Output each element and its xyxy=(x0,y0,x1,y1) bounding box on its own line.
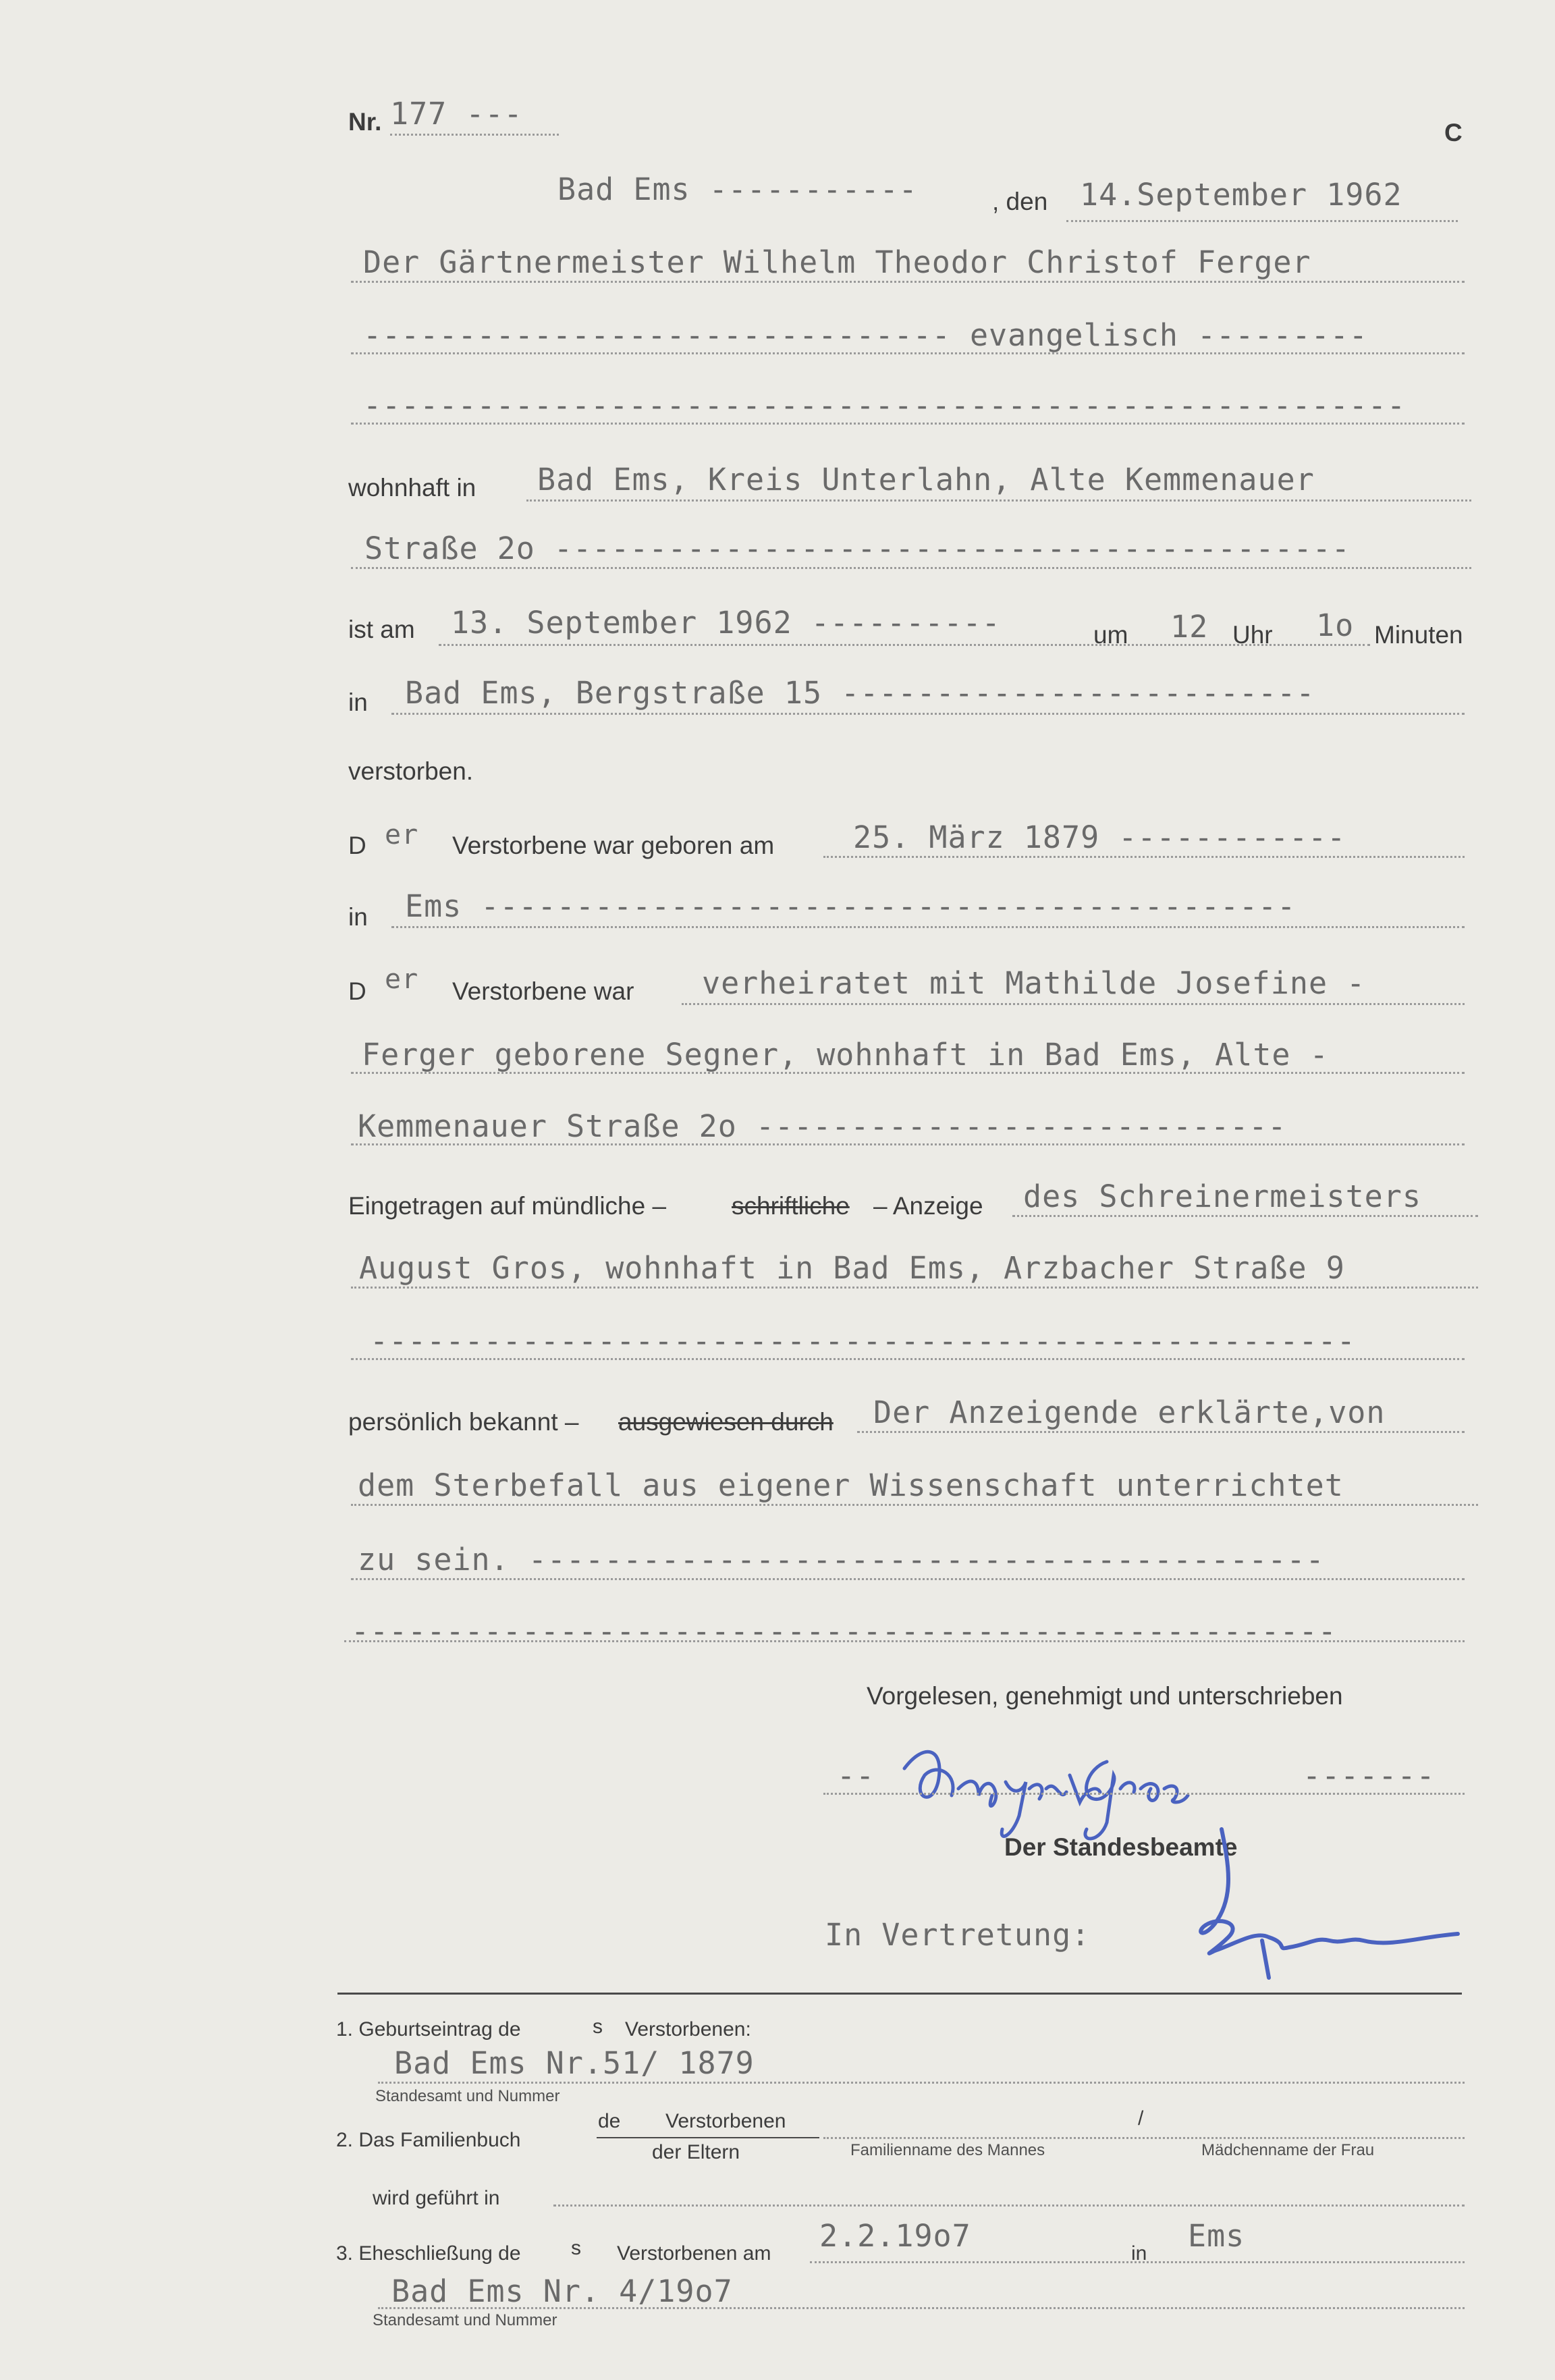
birth-label: Verstorbene war geboren am xyxy=(452,832,775,859)
record-number: 177 --- xyxy=(390,96,523,132)
footer-birth-registration: Bad Ems Nr.51/ 1879 xyxy=(394,2045,755,2081)
footer-marriage-date: 2.2.19o7 xyxy=(819,2218,971,2254)
identity-struck-option: ausgewiesen durch xyxy=(618,1408,834,1436)
dotted-line xyxy=(351,352,1465,354)
marriage-line-3: Kemmenauer Straße 2o ---------------------------- xyxy=(358,1108,1287,1144)
footer-item2-eltern: der Eltern xyxy=(652,2141,740,2163)
dotted-line xyxy=(823,1793,1465,1795)
dotted-line xyxy=(390,134,559,136)
marriage-gender-suffix: er xyxy=(385,964,419,995)
marriage-line-2: Ferger geborene Segner, wohnhaft in Bad Ems, Alte - xyxy=(362,1037,1329,1073)
dotted-line xyxy=(439,644,1370,646)
dotted-line xyxy=(351,1504,1478,1506)
dotted-line xyxy=(1012,1215,1478,1217)
dotted-line xyxy=(351,1072,1465,1074)
footer-item2-slash: / xyxy=(1138,2107,1144,2130)
minuten-label: Minuten xyxy=(1374,621,1463,649)
footer-item2-caption-husband: Familienname des Mannes xyxy=(850,2141,1045,2159)
corner-letter: C xyxy=(1444,119,1463,146)
dotted-line xyxy=(1066,220,1458,222)
footer-rule xyxy=(337,1993,1462,1995)
footer-item3-s: s xyxy=(571,2237,581,2259)
dotted-line xyxy=(823,856,1465,858)
wohnhaft-label: wohnhaft in xyxy=(348,474,476,502)
footer-item3-caption: Standesamt und Nummer xyxy=(373,2311,557,2329)
den-label: , den xyxy=(992,188,1048,215)
registration-label-prefix: Eingetragen auf mündliche – xyxy=(348,1192,667,1220)
marriage-d-label: D xyxy=(348,977,366,1005)
identity-line-3: zu sein. ------------------------------------------ xyxy=(358,1542,1325,1577)
address-line-1: Bad Ems, Kreis Unterlahn, Alte Kemmenauer xyxy=(537,462,1315,497)
death-date: 13. September 1962 ---------- xyxy=(451,605,1001,641)
registrar-signature xyxy=(1174,1822,1485,1984)
dotted-line xyxy=(682,1003,1465,1005)
birth-in-label: in xyxy=(348,903,368,931)
dotted-line xyxy=(351,567,1471,569)
registry-date: 14.September 1962 xyxy=(1080,177,1402,213)
footer-item2-divider xyxy=(597,2137,819,2138)
identity-line-4: ---------------------------------------------------- xyxy=(351,1613,1337,1649)
footer-item2-de: de xyxy=(598,2110,621,2132)
dotted-line xyxy=(391,713,1465,715)
dotted-line xyxy=(344,1640,1465,1642)
dotted-line xyxy=(351,1287,1478,1289)
registration-struck-option: schriftliche xyxy=(732,1192,850,1220)
identity-line-1: Der Anzeigende erklärte,von xyxy=(873,1395,1386,1430)
death-minute: 1o xyxy=(1316,607,1355,643)
dotted-line xyxy=(391,926,1465,928)
footer-item2-label: 2. Das Familienbuch xyxy=(336,2129,521,2151)
registration-line-3: ---------------------------------------------------- xyxy=(370,1323,1356,1359)
death-hour: 12 xyxy=(1170,609,1209,645)
registration-line-2: August Gros, wohnhaft in Bad Ems, Arzbacher Straße 9 xyxy=(359,1250,1345,1286)
registrar-label: Der Standesbeamte xyxy=(1004,1833,1238,1861)
footer-item3-label: 3. Eheschließung de xyxy=(336,2242,521,2265)
nr-label: Nr. xyxy=(348,108,382,136)
dotted-line xyxy=(378,2307,1465,2309)
footer-marriage-registration: Bad Ems Nr. 4/19o7 xyxy=(391,2273,733,2309)
verstorben-label: verstorben. xyxy=(348,757,474,785)
footer-item3-mid: Verstorbenen am xyxy=(617,2242,771,2265)
footer-item2-verstorbenen: Verstorbenen xyxy=(665,2110,786,2132)
birth-gender-suffix: er xyxy=(385,819,419,850)
footer-item2-caption-wife: Mädchenname der Frau xyxy=(1201,2141,1375,2159)
dotted-line xyxy=(823,2137,1465,2139)
identity-label-prefix: persönlich bekannt – xyxy=(348,1408,579,1436)
birth-date: 25. März 1879 ------------ xyxy=(853,819,1346,855)
dotted-line xyxy=(810,2261,1465,2263)
marriage-label: Verstorbene war xyxy=(452,977,634,1005)
dotted-line xyxy=(378,2082,1465,2084)
dotted-line xyxy=(553,2205,1465,2207)
read-approved-label: Vorgelesen, genehmigt und unterschrieben xyxy=(867,1682,1343,1710)
dotted-line xyxy=(526,499,1471,502)
signature-dash-right: ------- xyxy=(1303,1758,1436,1793)
footer-item1-s: s xyxy=(593,2016,603,2038)
dotted-line xyxy=(351,1143,1465,1145)
ist-am-label: ist am xyxy=(348,616,415,643)
footer-item1-label: 1. Geburtseintrag de xyxy=(336,2018,521,2040)
footer-item1-suffix: Verstorbenen: xyxy=(625,2018,751,2040)
footer-item1-caption: Standesamt und Nummer xyxy=(375,2087,560,2105)
um-label: um xyxy=(1093,621,1128,649)
dotted-line xyxy=(857,1431,1465,1433)
birth-place: Ems ------------------------------------------- xyxy=(405,888,1297,924)
birth-d-label: D xyxy=(348,832,366,859)
registration-label-suffix: – Anzeige xyxy=(873,1192,983,1220)
uhr-label: Uhr xyxy=(1232,621,1273,649)
registration-line-1: des Schreinermeisters xyxy=(1023,1179,1421,1214)
death-place: Bad Ems, Bergstraße 15 ------------------------- xyxy=(405,675,1315,711)
dotted-line xyxy=(351,281,1465,283)
dotted-line xyxy=(351,1578,1465,1580)
footer-marriage-place: Ems xyxy=(1188,2218,1245,2254)
dotted-line xyxy=(351,1358,1465,1360)
marriage-line-1: verheiratet mit Mathilde Josefine - xyxy=(702,965,1366,1001)
footer-item3-in: in xyxy=(1131,2242,1147,2265)
dotted-line xyxy=(351,423,1465,425)
footer-item2-line2: wird geführt in xyxy=(373,2187,500,2209)
declarant-line-1: Der Gärtnermeister Wilhelm Theodor Christof Ferger xyxy=(363,244,1311,280)
in-label: in xyxy=(348,688,368,716)
declarant-line-3: ------------------------------------------------------- xyxy=(363,387,1407,423)
deputy-label: In Vertretung: xyxy=(825,1917,1091,1953)
identity-line-2: dem Sterbefall aus eigener Wissenschaft unterrichtet xyxy=(358,1467,1344,1503)
declarant-line-2: ------------------------------- evangelisch --------- xyxy=(363,317,1368,353)
registry-place: Bad Ems ----------- xyxy=(557,171,918,207)
address-line-2: Straße 2o ------------------------------------------ xyxy=(364,531,1351,566)
signature-dash-left: -- xyxy=(837,1758,875,1793)
